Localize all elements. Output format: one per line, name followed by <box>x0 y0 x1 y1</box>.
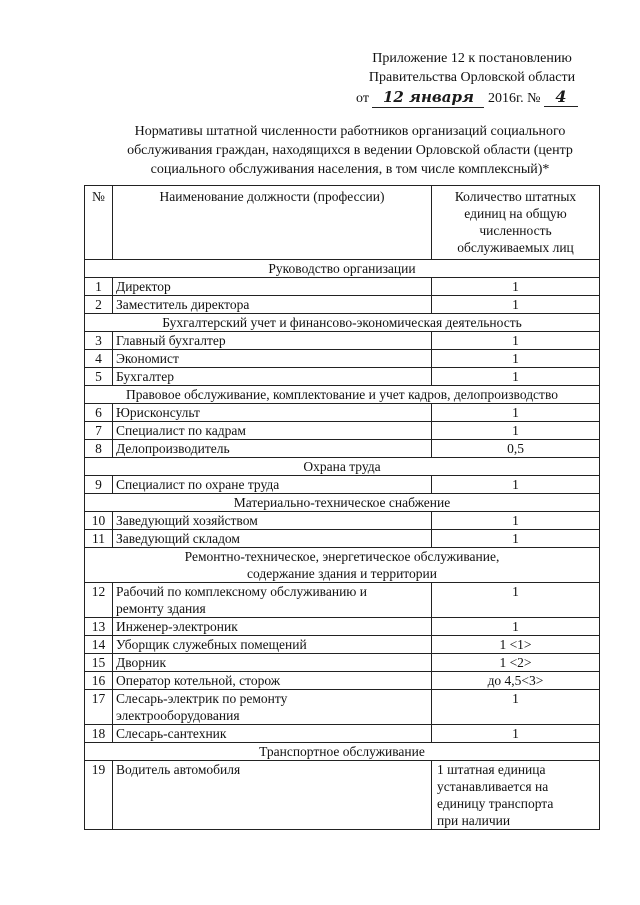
row-position: Дворник <box>113 654 432 672</box>
table-row <box>85 530 600 548</box>
table-row <box>85 654 600 672</box>
row-number: 19 <box>85 761 113 830</box>
header-num: № <box>85 186 113 260</box>
row-position-line: Рабочий по комплексному обслуживанию и <box>116 584 367 599</box>
row-position: Слесарь-сантехник <box>113 725 432 743</box>
section-row <box>85 548 600 583</box>
row-position-line: электрооборудования <box>116 708 240 723</box>
table-row <box>85 332 600 350</box>
row-position: Уборщик служебных помещений <box>113 636 432 654</box>
row-number: 2 <box>85 296 113 314</box>
row-position-line: Слесарь-электрик по ремонту <box>116 691 288 706</box>
row-number: 1 <box>85 278 113 296</box>
table-row <box>85 618 600 636</box>
row-position: Специалист по кадрам <box>113 422 432 440</box>
title-line-2: обслуживания граждан, находящихся в ведении Орловской области (центр <box>127 143 573 158</box>
year-suffix: г. № <box>515 91 541 106</box>
table-row <box>85 422 600 440</box>
row-position: Инженер-электроник <box>113 618 432 636</box>
row-number: 14 <box>85 636 113 654</box>
row-position: Главный бухгалтер <box>113 332 432 350</box>
title-line-3: социального обслуживания населения, в том числе комплексный)* <box>150 162 550 177</box>
table-row <box>85 761 600 830</box>
row-position: Юрисконсульт <box>113 404 432 422</box>
section-title: Транспортное обслуживание <box>85 743 600 761</box>
row-number: 18 <box>85 725 113 743</box>
table-header-row <box>85 186 600 260</box>
row-number: 12 <box>85 583 113 618</box>
row-value-line: 1 штатная единица <box>437 762 546 777</box>
row-value: 1 <box>432 476 600 494</box>
table-row <box>85 404 600 422</box>
row-value: 1 <box>432 296 600 314</box>
row-value: 1 <box>432 278 600 296</box>
row-number: 16 <box>85 672 113 690</box>
header-qty-line: численность <box>479 223 552 238</box>
row-value: 1 <box>432 332 600 350</box>
row-number: 13 <box>85 618 113 636</box>
row-number: 10 <box>85 512 113 530</box>
row-value: 1 <box>432 530 600 548</box>
from-label: от <box>356 91 369 106</box>
table-row <box>85 690 600 725</box>
row-value: 1 <box>432 583 600 618</box>
section-row <box>85 743 600 761</box>
row-value: 1 <box>432 404 600 422</box>
section-title-line: содержание здания и территории <box>247 566 437 581</box>
table-row <box>85 296 600 314</box>
row-position <box>113 583 432 618</box>
row-value: до 4,5<3> <box>432 672 600 690</box>
header-qty-line: единиц на общую <box>464 206 567 221</box>
row-position: Бухгалтер <box>113 368 432 386</box>
row-value-line: устанавливается на <box>437 779 549 794</box>
row-value: 0,5 <box>432 440 600 458</box>
table-row <box>85 583 600 618</box>
row-value: 1 <box>432 350 600 368</box>
row-position <box>113 690 432 725</box>
row-number: 7 <box>85 422 113 440</box>
row-position: Экономист <box>113 350 432 368</box>
table-row <box>85 476 600 494</box>
table-row <box>85 512 600 530</box>
table-row <box>85 672 600 690</box>
section-title: Правовое обслуживание, комплектование и учет кадров, делопроизводство <box>85 386 600 404</box>
row-number: 17 <box>85 690 113 725</box>
appendix-header <box>352 49 592 108</box>
row-number: 4 <box>85 350 113 368</box>
row-value: 1 <1> <box>432 636 600 654</box>
header-qty <box>432 186 600 260</box>
row-position: Заведующий хозяйством <box>113 512 432 530</box>
row-position: Директор <box>113 278 432 296</box>
table-row <box>85 278 600 296</box>
table-row <box>85 725 600 743</box>
row-number: 5 <box>85 368 113 386</box>
section-title <box>85 548 600 583</box>
row-number: 15 <box>85 654 113 672</box>
row-number: 11 <box>85 530 113 548</box>
table-row <box>85 636 600 654</box>
handwritten-date: 12 января <box>372 88 484 108</box>
row-position: Водитель автомобиля <box>113 761 432 830</box>
section-title: Руководство организации <box>85 260 600 278</box>
row-value: 1 <box>432 512 600 530</box>
row-position: Заведующий складом <box>113 530 432 548</box>
row-number: 6 <box>85 404 113 422</box>
row-value: 1 <box>432 725 600 743</box>
table-row <box>85 350 600 368</box>
row-position-line: ремонту здания <box>116 601 206 616</box>
row-value: 1 <box>432 690 600 725</box>
header-name: Наименование должности (профессии) <box>113 186 432 260</box>
appendix-line-1: Приложение 12 к постановлению <box>372 51 572 66</box>
row-number: 8 <box>85 440 113 458</box>
section-title: Материально-техническое снабжение <box>85 494 600 512</box>
appendix-line-2: Правительства Орловской области <box>368 70 576 85</box>
row-value: 1 <box>432 422 600 440</box>
header-qty-line: обслуживаемых лиц <box>457 240 574 255</box>
section-row <box>85 458 600 476</box>
section-row <box>85 386 600 404</box>
table-row <box>85 368 600 386</box>
section-title: Охрана труда <box>85 458 600 476</box>
row-position: Специалист по охране труда <box>113 476 432 494</box>
row-position: Оператор котельной, сторож <box>113 672 432 690</box>
section-row <box>85 260 600 278</box>
row-position: Делопроизводитель <box>113 440 432 458</box>
row-value-line: единицу транспорта <box>437 796 554 811</box>
header-qty-line: Количество штатных <box>454 189 577 204</box>
row-value: 1 <box>432 618 600 636</box>
row-number: 3 <box>85 332 113 350</box>
section-title-line: Ремонтно-техническое, энергетическое обслуживание, <box>184 549 500 564</box>
handwritten-number: 4 <box>544 87 578 107</box>
row-position: Заместитель директора <box>113 296 432 314</box>
document-title <box>90 122 610 179</box>
section-row <box>85 494 600 512</box>
title-line-1: Нормативы штатной численности работников организаций социального <box>134 124 566 139</box>
row-value: 1 <box>432 368 600 386</box>
table-row <box>85 440 600 458</box>
year-label: 2016 <box>487 91 516 106</box>
section-row <box>85 314 600 332</box>
section-title: Бухгалтерский учет и финансово-экономическая деятельность <box>85 314 600 332</box>
appendix-date-line <box>352 87 592 108</box>
row-value: 1 <2> <box>432 654 600 672</box>
row-value <box>432 761 600 830</box>
staffing-table <box>84 185 600 830</box>
row-number: 9 <box>85 476 113 494</box>
row-value-line: при наличии <box>437 813 511 828</box>
